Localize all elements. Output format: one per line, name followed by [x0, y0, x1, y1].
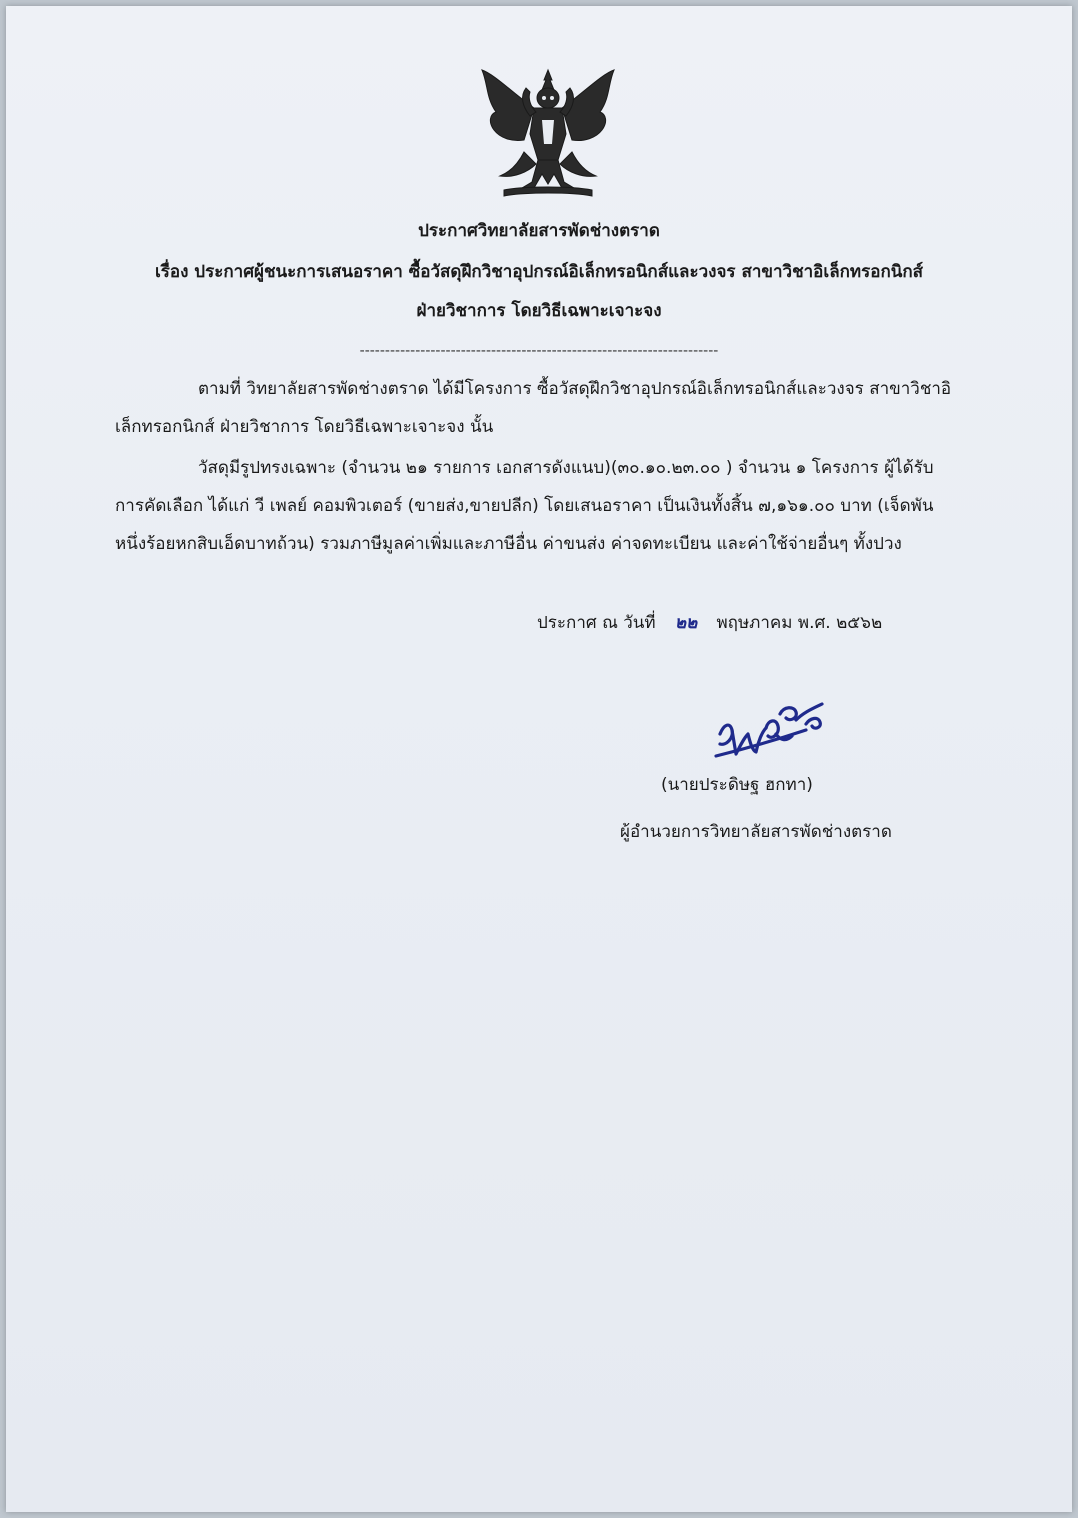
signatory-position: ผู้อำนวยการวิทยาลัยสารพัดช่างตราด — [620, 822, 892, 842]
paragraph-2-line-1: วัสดุมีรูปทรงเฉพาะ (จำนวน ๒๑ รายการ เอกสารดังแนบ)(๓๐.๑๐.๒๓.๐๐ ) จำนวน ๑ โครงการ ผู้ได้รับ — [198, 458, 934, 478]
subject-line-1: เรื่อง ประกาศผู้ชนะการเสนอราคา ซื้อวัสดุฝึกวิชาอุปกรณ์อิเล็กทรอนิกส์และวงจร สาขาวิชาอิเล็กทรอกนิกส์ — [154, 262, 924, 282]
document-page — [6, 6, 1072, 1512]
announcement-title: ประกาศวิทยาลัยสารพัดช่างตราด — [418, 221, 660, 241]
paragraph-2-line-2: การคัดเลือก ได้แก่ วี เพลย์ คอมพิวเตอร์ (ขายส่ง,ขายปลีก) โดยเสนอราคา เป็นเงินทั้งสิ้น ๗,๑๖๑.๐๐ บาท (เจ็ดพัน — [115, 496, 934, 516]
paragraph-1-line-2: เล็กทรอกนิกส์ ฝ่ายวิชาการ โดยวิธีเฉพาะเจาะจง นั้น — [115, 417, 494, 437]
signatory-name: (นายประดิษฐ ฮกทา) — [661, 775, 813, 795]
date-prefix: ประกาศ ณ วันที่ — [537, 613, 656, 633]
paragraph-1-line-1: ตามที่ วิทยาลัยสารพัดช่างตราด ได้มีโครงการ ซื้อวัสดุฝึกวิชาอุปกรณ์อิเล็กทรอนิกส์และวงจร สาขาวิชาอิ — [198, 379, 952, 399]
signature-image — [710, 690, 850, 770]
announcement-date — [537, 612, 882, 634]
date-month-year: พฤษภาคม พ.ศ. ๒๕๖๒ — [716, 613, 883, 633]
garuda-emblem-icon — [474, 64, 622, 204]
paragraph-2-line-3: หนึ่งร้อยหกสิบเอ็ดบาทถ้วน) รวมภาษีมูลค่าเพิ่มและภาษีอื่น ค่าขนส่ง ค่าจดทะเบียน และค่าใช้จ่ายอื่นๆ ทั้งปวง — [115, 534, 902, 554]
subject-line-2: ฝ่ายวิชาการ โดยวิธีเฉพาะเจาะจง — [416, 301, 662, 321]
date-day-handwritten: ๒๒ — [674, 613, 698, 633]
separator-line: ----------------------------------------------------------------------- — [359, 343, 719, 359]
